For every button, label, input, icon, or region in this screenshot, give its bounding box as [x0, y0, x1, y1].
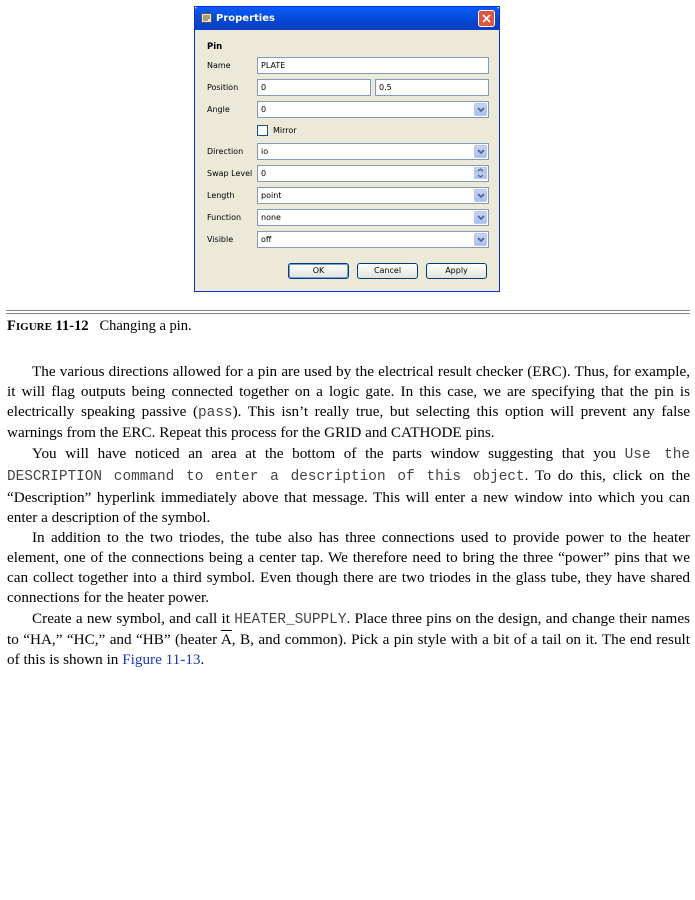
- angle-label: Angle: [207, 105, 230, 114]
- close-icon: [482, 14, 491, 23]
- spin-down-button[interactable]: [474, 173, 487, 179]
- length-dropdown-button[interactable]: [474, 189, 487, 202]
- position-x-input[interactable]: [257, 79, 371, 96]
- caption-text: Changing a pin.: [99, 318, 192, 334]
- overlined-letter: $\overline{A}$: [220, 631, 232, 649]
- cancel-button[interactable]: Cancel: [357, 263, 418, 279]
- body-text: [7, 362, 690, 671]
- paragraph: In addition to the two triodes, the tube also has three connections used to provide power to the heater element, one of the connections being a center tap. We therefore need to bring the three “power” pins that we can collect together into a third symbol. Even though there are two triodes in the glass tube, they have shared connections for the heater power.: [7, 529, 690, 606]
- chevron-down-icon: [477, 215, 485, 221]
- position-y-input[interactable]: [375, 79, 489, 96]
- swap-level-value: 0: [261, 169, 267, 178]
- name-label: Name: [207, 61, 231, 70]
- direction-label: Direction: [207, 147, 244, 156]
- chevron-down-icon: [477, 107, 485, 113]
- position-label: Position: [207, 83, 239, 92]
- paragraph: Create a new symbol, and call it HEATER_SUPPLY. Place three pins on the design, and change their names to “HA,” “HC,” and “HB” (heater $\overline{A}$, B, and common). Pick a pin style with a bit of a tail on it. The end result of this is shown in Figure 11-13.: [7, 609, 690, 669]
- angle-value: 0: [261, 105, 267, 114]
- angle-select[interactable]: [257, 101, 489, 118]
- length-value: point: [261, 191, 282, 200]
- position-y-value: 0.5: [379, 83, 392, 92]
- length-label: Length: [207, 191, 235, 200]
- position-x-value: 0: [261, 83, 267, 92]
- direction-dropdown-button[interactable]: [474, 145, 487, 158]
- function-dropdown-button[interactable]: [474, 211, 487, 224]
- visible-value: off: [261, 235, 272, 244]
- chevron-down-icon: [477, 237, 485, 243]
- paragraph: You will have noticed an area at the bottom of the parts window suggesting that you Use the DESCRIPTION command to enter a description of this object. To do this, click on the “Description” hyperlink immediately above that message. This will enter a new window into which you can enter a description of the symbol.: [7, 445, 690, 526]
- swap-level-spinner[interactable]: [257, 165, 489, 182]
- visible-dropdown-button[interactable]: [474, 233, 487, 246]
- figure-link[interactable]: Figure 11-13: [122, 651, 201, 669]
- visible-label: Visible: [207, 235, 234, 244]
- chevron-down-icon: [475, 174, 486, 178]
- inline-code: pass: [198, 404, 233, 421]
- caption-rule-top: [6, 310, 690, 311]
- name-value: PLATE: [261, 61, 286, 70]
- angle-dropdown-button[interactable]: [474, 103, 487, 116]
- function-select[interactable]: [257, 209, 489, 226]
- mirror-checkbox[interactable]: [257, 125, 268, 136]
- length-select[interactable]: [257, 187, 489, 204]
- chevron-down-icon: [477, 149, 485, 155]
- direction-select[interactable]: [257, 143, 489, 160]
- dialog-title: Properties: [216, 13, 275, 24]
- swap-level-label: Swap Level: [207, 169, 253, 178]
- chevron-down-icon: [477, 193, 485, 199]
- name-input[interactable]: [257, 57, 489, 74]
- figure-caption: [7, 318, 192, 335]
- inline-code: HEATER_SUPPLY: [234, 611, 347, 628]
- section-pin-label: Pin: [207, 42, 223, 52]
- paragraph: The various directions allowed for a pin are used by the electrical result checker (ERC). Thus, for example, it will flag outputs being connected together on a logic gate. In this case, we are specifying that the pin is electrically speaking passive (pass). This isn’t really true, but selecting this option will prevent any false warnings from the ERC. Repeat this process for the GRID and CATHODE pins.: [7, 363, 690, 442]
- properties-dialog: [194, 6, 500, 292]
- title-bar[interactable]: [195, 7, 499, 30]
- swap-level-spin-buttons[interactable]: [474, 167, 487, 180]
- close-button[interactable]: [478, 10, 495, 27]
- function-label: Function: [207, 213, 242, 222]
- visible-select[interactable]: [257, 231, 489, 248]
- function-value: none: [261, 213, 281, 222]
- properties-icon: [201, 13, 212, 23]
- direction-value: io: [261, 147, 269, 156]
- chevron-up-icon: [475, 168, 486, 172]
- apply-button[interactable]: Apply: [426, 263, 487, 279]
- mirror-label: Mirror: [273, 126, 297, 135]
- inline-code: Use the DESCRIPTION command to enter a description of this object: [7, 447, 690, 485]
- figure-label: FIGURE 11-12: [7, 318, 89, 334]
- ok-button[interactable]: OK: [288, 263, 349, 279]
- caption-rule-bottom: [6, 313, 690, 314]
